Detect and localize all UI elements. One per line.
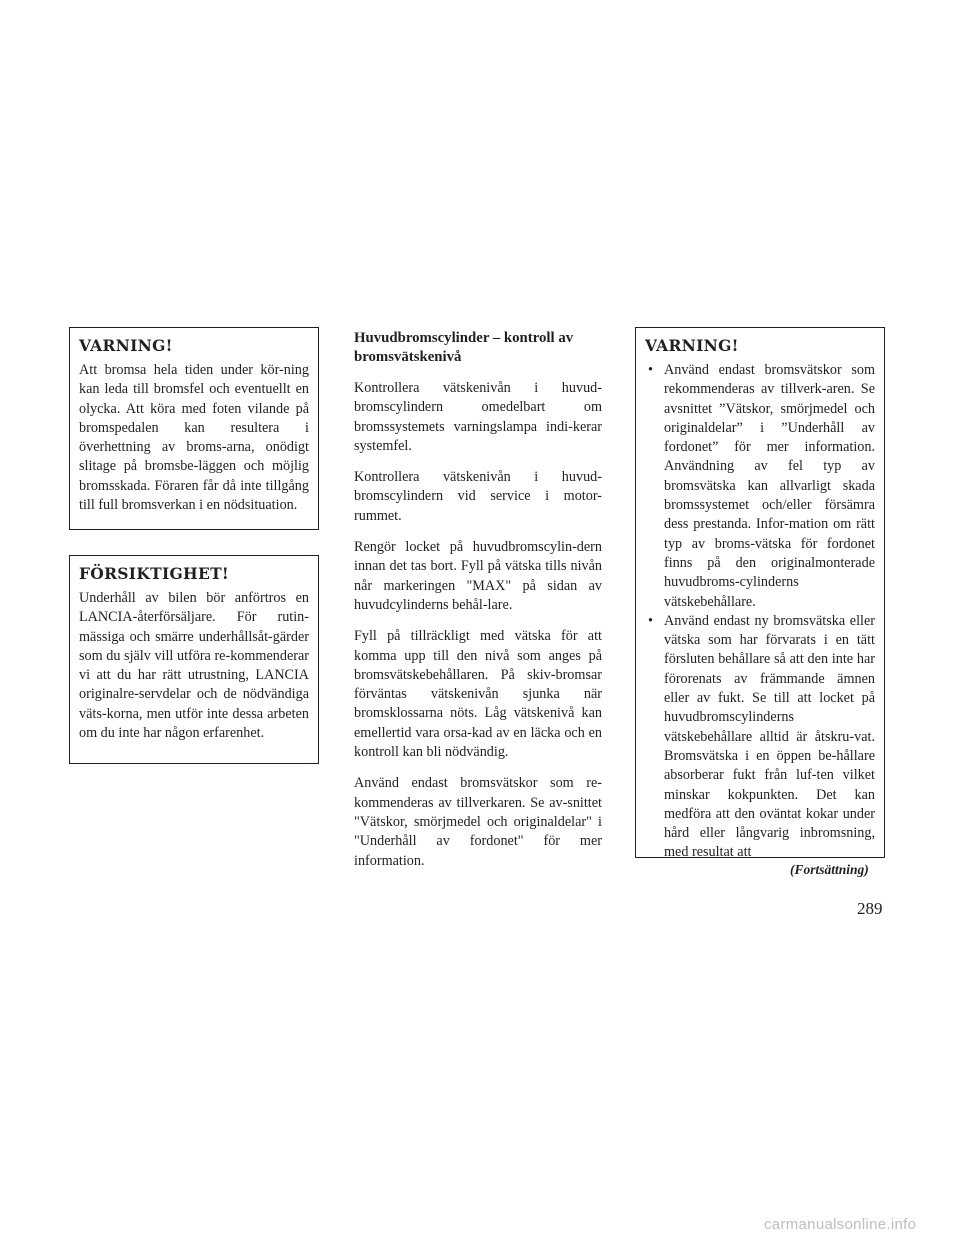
warning-text: Att bromsa hela tiden under kör-ning kan leda till bromsfel och eventuellt en olycka. Att köra med foten vilande på bromspedalen kan resultera i överhettning av broms-arna, onödigt slitage på bromsbe-läggen och möjlig bromsskada. Föraren får då inte tillgång till full bromsverkan i en nödsituation. — [79, 362, 309, 514]
warning-box-right — [635, 327, 885, 861]
watermark: carmanualsonline.info — [764, 1216, 917, 1233]
caution-title: FÖRSIKTIGHET! — [79, 564, 230, 583]
paragraph: Använd endast bromsvätskor som re-kommenderas av tillverkaren. Se av-snittet "Vätskor, smörjmedel och originaldelar" i "Underhåll av fordonet" för mer information. — [354, 775, 602, 869]
section-heading: Huvudbromscylinder – kontroll av bromsvätskenivå — [354, 330, 574, 365]
page-number: 289 — [857, 899, 883, 918]
paragraph: Kontrollera vätskenivån i huvud-bromscylindern vid service i motor-rummet. — [354, 469, 602, 524]
warning-title: VARNING! — [79, 336, 173, 355]
caution-box — [69, 555, 319, 764]
continuation-label: (Fortsättning) — [790, 862, 869, 877]
warning-title: VARNING! — [645, 336, 739, 355]
list-item: • Använd endast bromsvätskor som rekommenderas av tillverk-aren. Se avsnittet ”Vätskor, smörjmedel och originaldelar” i ”Underhåll av fordonet” för mer information. Användning av fel typ av bromsvätska kan allvarligt skada bromssystemet och/eller försämra dess prestanda. Infor-mation om rätt typ av broms-vätska för fordonet finns på den originalmonterade huvudbroms-cylinderns vätskebehållare. — [645, 361, 875, 612]
paragraph: Fyll på tillräckligt med vätska för att komma upp till den nivå som anges på bromsvätskebehållaren. På skiv-bromsar förväntas vätskenivån sjunka när bromsklossarna nöts. Låg vätskenivå kan emellertid vara orsa-kad av en läcka och en kontroll kan bli nödvändig. — [354, 628, 602, 761]
middle-column — [354, 329, 602, 883]
caution-text: Underhåll av bilen bör anförtros en LANCIA-återförsäljare. För rutin-mässiga och smärre underhållsåt-gärder som du själv vill utföra re-kommenderar vi att du har rätt utrustning, LANCIA originalre-servdelar och de nödvändiga väts-korna, men utför inte dessa arbeten om du inte har någon erfarenhet. — [79, 590, 309, 742]
list-item: • Använd endast ny bromsvätska eller vätska som har förvarats i en tätt försluten behållare så att den inte har förorenats av främmande ämnen eller av fukt. Se till att locket på huvudbromscylinderns vätskebehållare alltid är åtskru-vat. Bromsvätska i en öppen be-hållare absorberar fukt från luf-ten vilket minskar kokpunkten. Det kan medföra att den oväntat kokar under hård eller långvarig inbromsning, med resultat att — [645, 612, 875, 863]
warning-box-left — [69, 327, 319, 530]
warning-bullet-list — [645, 361, 875, 863]
paragraph: Rengör locket på huvudbromscylin-dern innan det tas bort. Fyll på vätska tills nivån når markeringen "MAX" på sidan av huvudcylinderns behål-lare. — [354, 539, 602, 613]
paragraph: Kontrollera vätskenivån i huvud-bromscylindern omedelbart om bromssystemets varningslampa indi-kerar systemfel. — [354, 380, 602, 454]
